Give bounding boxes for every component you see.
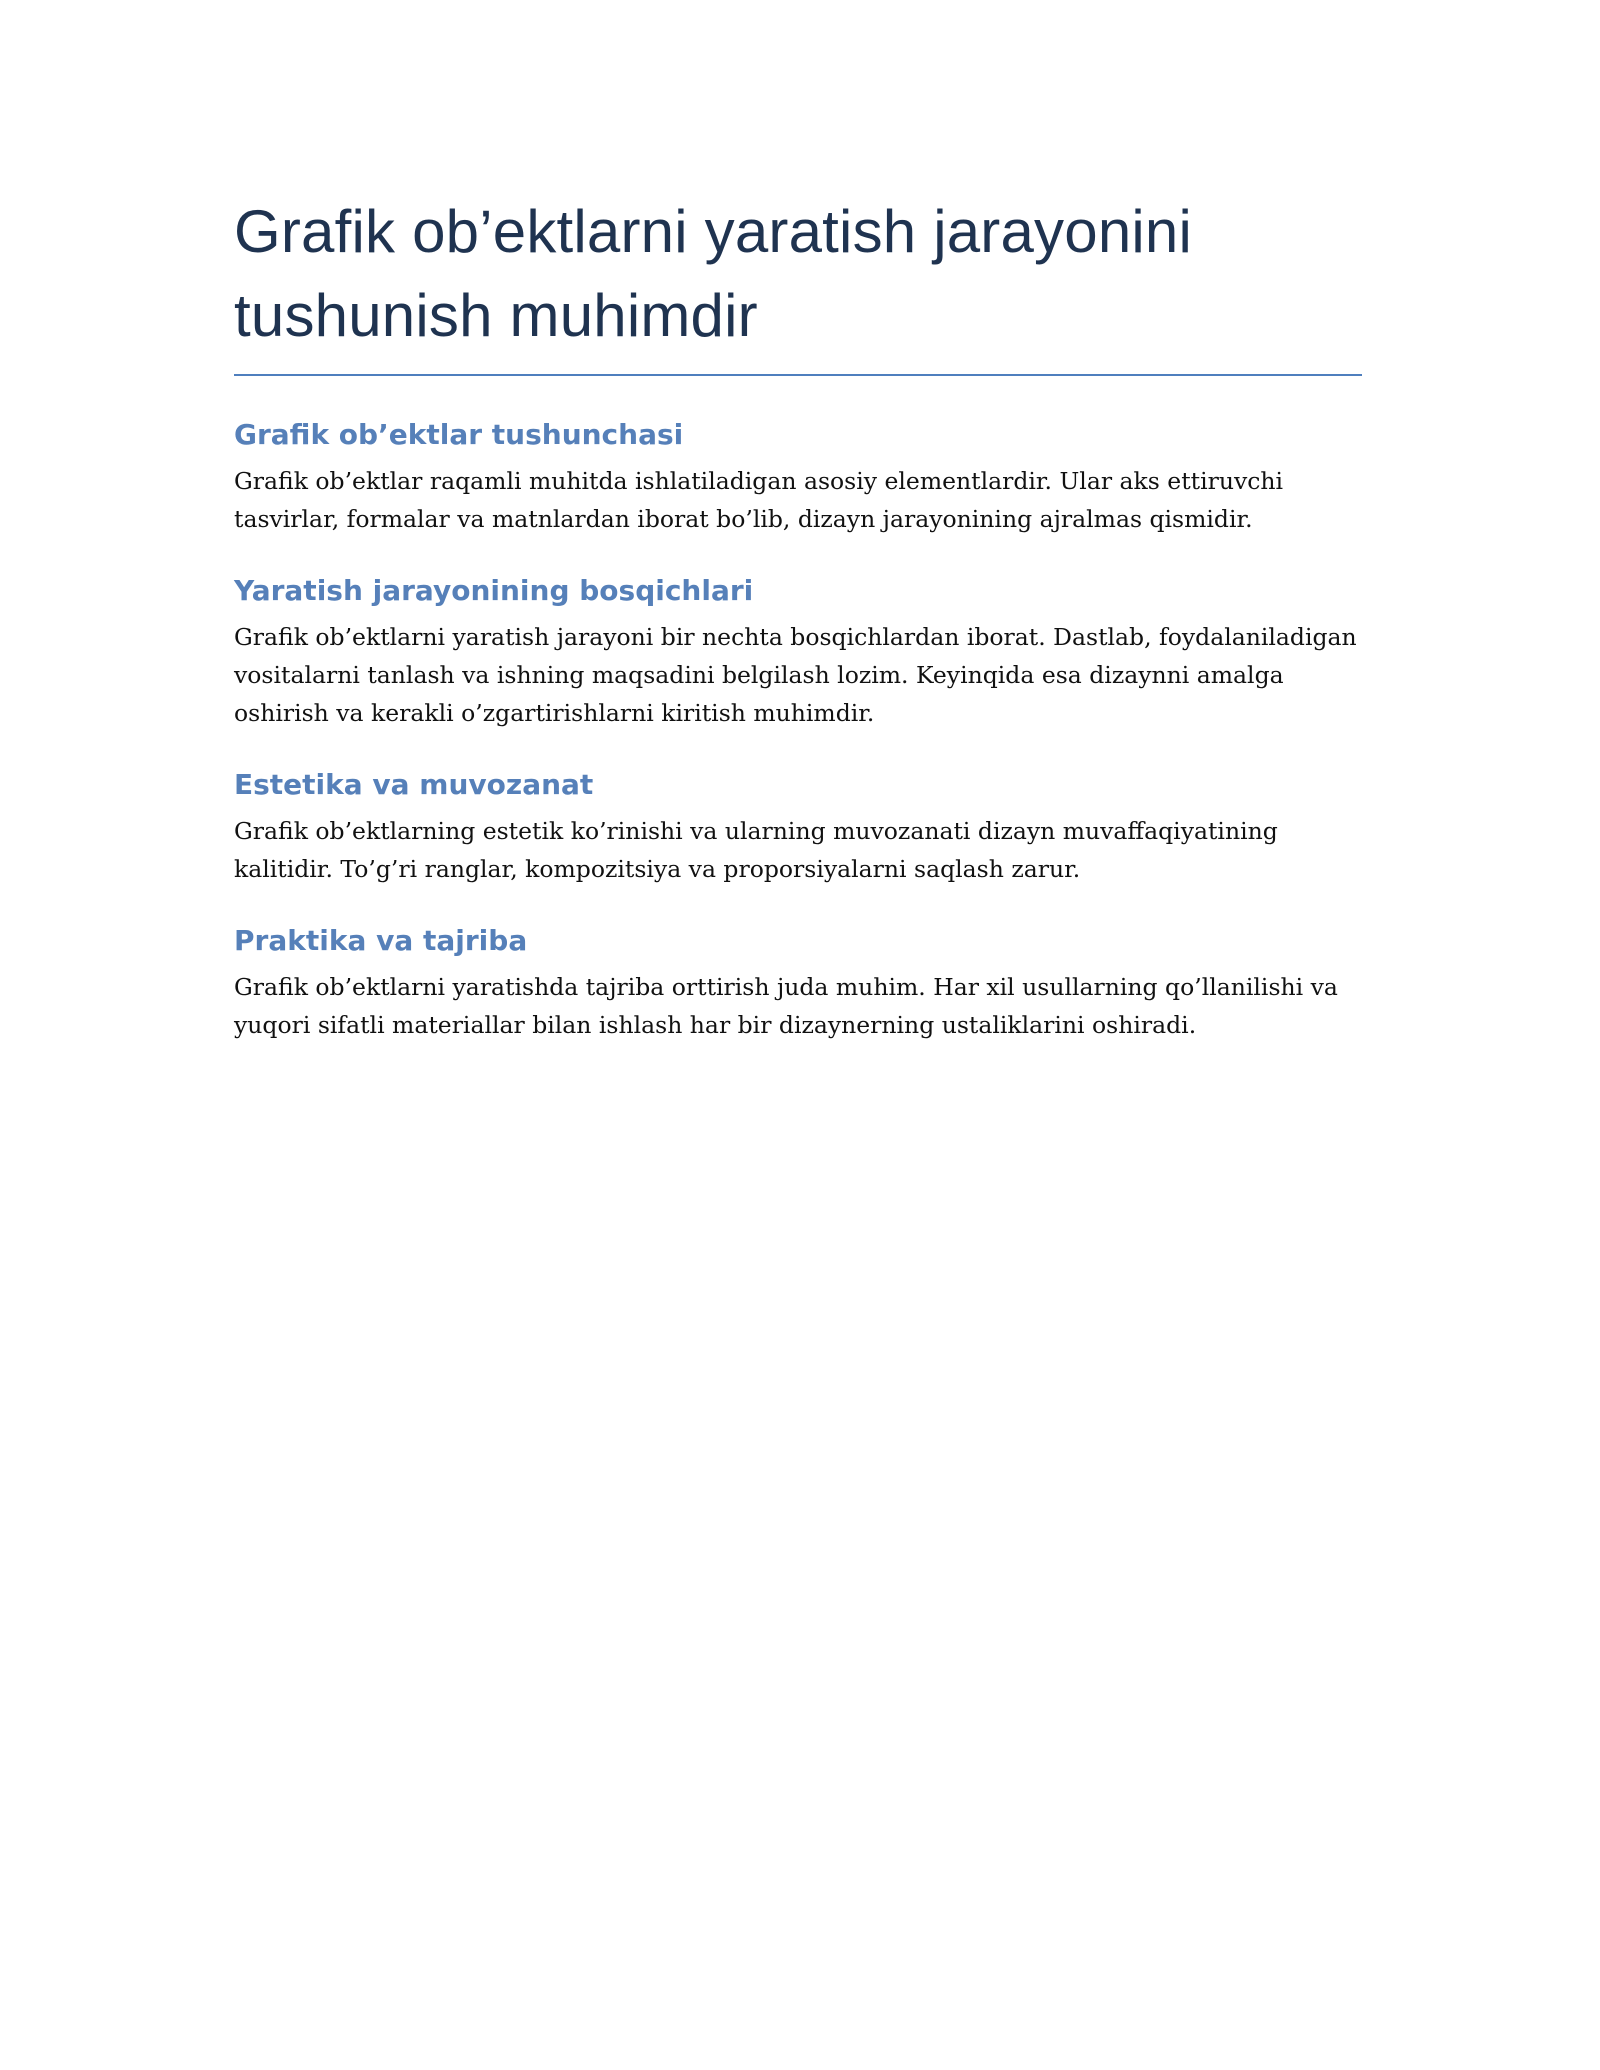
- section-heading: Estetika va muvozanat: [234, 768, 594, 801]
- section-heading: Yaratish jarayonining bosqichlari: [234, 574, 754, 607]
- document-content: [234, 190, 1362, 1078]
- section-heading: Grafik ob’ektlar tushunchasi: [234, 418, 684, 451]
- section-grafik-obektlar-tushunchasi: [234, 416, 1362, 538]
- section-body: Grafik ob’ektlarning estetik ko’rinishi va ularning muvozanati dizayn muvaffaqiyatining kalitidir. To’g’ri ranglar, kompozitsiya va proporsiyalarni saqlash zarur.: [234, 817, 1278, 883]
- section-heading: Praktika va tajriba: [234, 924, 528, 957]
- document-title: Grafik ob’ektlarni yaratish jarayonini tushunish muhimdir: [234, 198, 1193, 349]
- section-body: Grafik ob’ektlarni yaratishda tajriba orttirish juda muhim. Har xil usullarning qo’llanilishi va yuqori sifatli materiallar bilan ishlash har bir dizaynerning ustaliklarini oshiradi.: [234, 973, 1338, 1039]
- section-praktika-va-tajriba: [234, 922, 1362, 1044]
- section-estetika-va-muvozanat: [234, 766, 1362, 888]
- title-underline-rule: [234, 374, 1362, 376]
- section-body: Grafik ob’ektlar raqamli muhitda ishlatiladigan asosiy elementlardir. Ular aks ettiruvchi tasvirlar, formalar va matnlardan iborat bo’lib, dizayn jarayonining ajralmas qismidir.: [234, 467, 1284, 533]
- section-body: Grafik ob’ektlarni yaratish jarayoni bir nechta bosqichlardan iborat. Dastlab, foydalaniladigan vositalarni tanlash va ishning maqsadini belgilash lozim. Keyinqida esa dizaynni amalga oshirish va kerakli o’zgartirishlarni kiritish muhimdir.: [234, 623, 1357, 727]
- section-yaratish-jarayonining-bosqichlari: [234, 572, 1362, 732]
